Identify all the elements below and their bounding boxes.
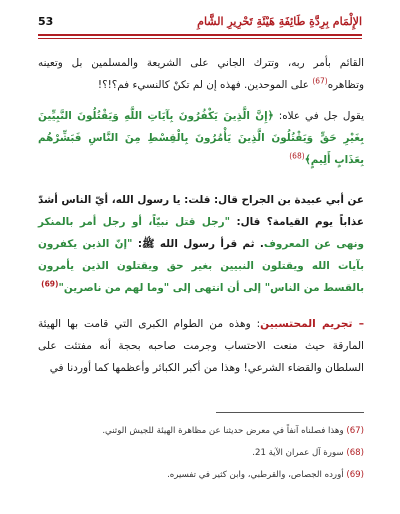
page-header (38, 10, 362, 32)
footnote-separator (216, 412, 364, 413)
footnote-number: (67) (346, 426, 364, 436)
section-heading: تجريم المحتسبين (260, 318, 353, 330)
list-dash: – (352, 318, 364, 330)
verse-paragraph (38, 105, 364, 171)
quran-verse: ﴿إِنَّ الَّذِينَ يَكْفُرُونَ بِآيَاتِ اللَّهِ وَيَقْتُلُونَ النَّبِيِّينَ بِغَيْرِ حَقٍّ وَيَقْتُلُونَ الَّذِينَ يَأْمُرُونَ بِالْقِسْطِ مِنَ النَّاسِ فَبَشِّرْهُم بِعَذَابٍ أَلِيمٍ﴾ (38, 110, 364, 166)
footnote-text: أورده الجصاص، والقرطبي، وابن كثير في تفسيره. (167, 470, 344, 480)
footnote-number: (68) (346, 448, 364, 458)
hadith-connector: . ثم قرأ رسول الله ﷺ: (132, 238, 264, 250)
footnote-number: (69) (346, 470, 364, 480)
hadith-intro: عن أبي عبيدة بن الجراح قال: قلت: يا رسول الله، أيّ الناس أشدّ عذاباً يوم القيامة؟ قال: (38, 194, 364, 228)
footnote-ref: (67) (312, 76, 328, 86)
running-title: الإِلْمَام بِرِدَّةِ طَائِفَةِ هَيْئَةِ تَحْرِيرِ الشَّامِ (197, 14, 362, 28)
footnote (38, 420, 364, 442)
header-rule-thick (38, 34, 362, 36)
section-paragraph (38, 313, 364, 379)
hadith-paragraph (38, 189, 364, 299)
footnotes (38, 420, 364, 486)
footnote (38, 464, 364, 486)
page-number: 53 (38, 14, 54, 28)
hadith-recitation: "إنّ الذين يكفرون بآيات الله ويقتلون النبيين بغير حق ويقتلون الذين يأمرون بالقسط من الناس" إلى أن انتهى إلى "وما لهم من ناصرين" (38, 238, 364, 294)
paragraph-text: : وهذه من الطوام الكبرى التي قامت بها الهيئة المارقة حيث منعت الاحتساب وجرمت صاحبه بحجة أنه مفتئت على السلطان والقضاء الشرعي! وهذا من أكبر الكبائر وأعظمها كما أوردنا في (38, 318, 364, 374)
footnote-text: وهذا فصلناه آنفاً في معرض حديثنا عن مظاهرة الهيئة للجيش الوثني. (102, 426, 344, 436)
paragraph-text: على الموحدين. فهذه إن لم تكنْ كالنسيء فم؟!؟! (97, 79, 313, 91)
paragraph (38, 52, 364, 96)
header-rule-thin (38, 38, 362, 39)
body-text (38, 52, 364, 379)
hadith-quote: "رجل قتل نبيّاً، أو رجل أمر بالمنكر ونهى عن المعروف (38, 216, 365, 250)
footnote-text: سورة آل عمران الآية 21. (252, 448, 344, 458)
footnote-ref: (69) (41, 279, 59, 289)
paragraph-text: القائم بأمر ربه، وتترك الجاني على الشريعة والمسلمين بل وتعينه وتظاهره (38, 57, 364, 91)
footnote-ref: (68) (289, 151, 305, 161)
verse-intro: يقول جل في علاه: (273, 110, 364, 122)
footnote (38, 442, 364, 464)
